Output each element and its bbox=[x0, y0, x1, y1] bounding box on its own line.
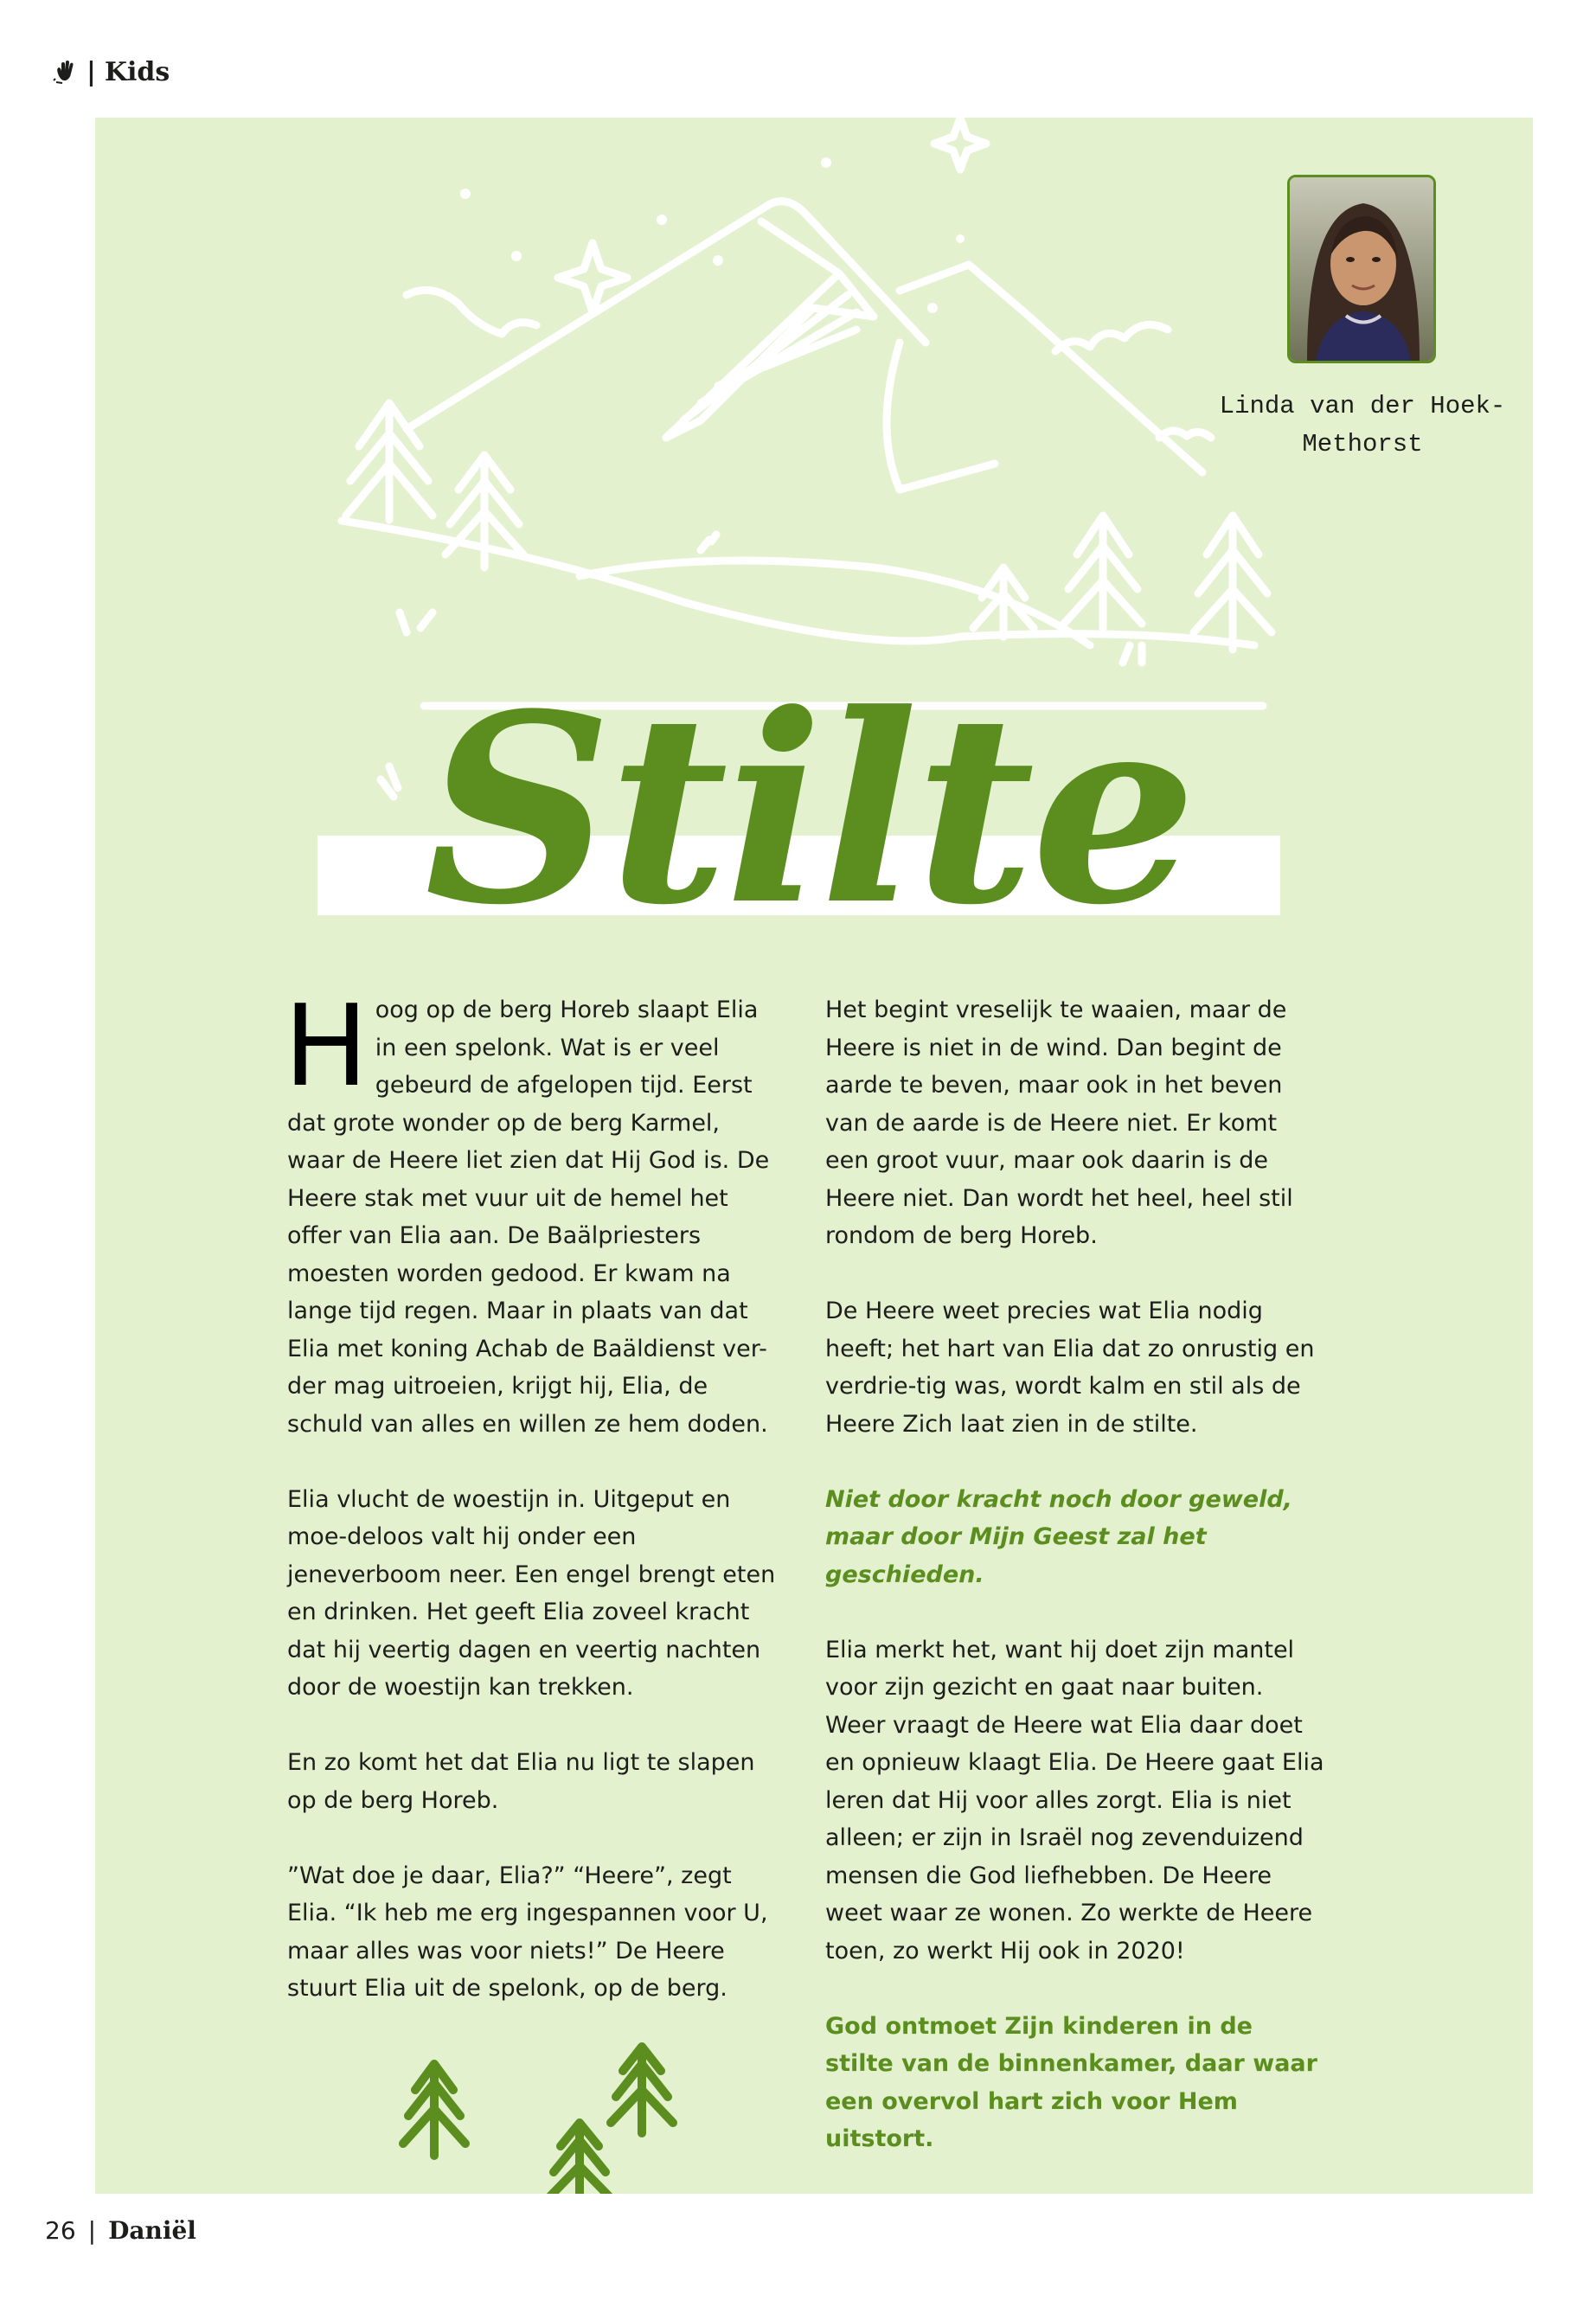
article-title: Stilte bbox=[424, 657, 1194, 962]
page-number: 26 bbox=[45, 2216, 76, 2245]
footer-divider: | bbox=[87, 2216, 97, 2245]
hand-icon bbox=[52, 60, 78, 86]
section-name: Kids bbox=[104, 57, 170, 87]
paragraph: De Heere weet precies wat Elia nodig heeft; het hart van Elia dat zo onrustig en verdrie-tig was, wordt kalm en stil als de Heere Zich laat zien in de stilte. bbox=[825, 1298, 1315, 1438]
section-label bbox=[52, 57, 170, 87]
tree-decoration bbox=[95, 118, 1533, 2194]
paragraph: Het begint vreselijk te waaien, maar de Heere is niet in de wind. Dan begint de aarde te beven, maar ook in het beven van de aarde is de Heere niet. Er komt een groot vuur, maar ook daarin is de Heere niet. Dan wordt het heel, heel stil rondom de berg Horeb. bbox=[825, 997, 1293, 1249]
author-name-line2: Methorst bbox=[1302, 430, 1423, 458]
page-footer bbox=[45, 2216, 196, 2245]
drop-cap: H bbox=[284, 980, 369, 1112]
author-name-line1: Linda van der Hoek- bbox=[1219, 392, 1506, 420]
article-panel bbox=[95, 118, 1533, 2194]
section-divider: | bbox=[87, 57, 96, 87]
magazine-name: Daniël bbox=[108, 2216, 196, 2245]
paragraph: Elia vlucht de woestijn in. Uitgeput en moe-deloos valt hij onder een jeneverboom neer. Een engel brengt eten en drinken. Het geeft Elia zoveel kracht dat hij veertig dagen en veertig nachten door de woestijn kan trekken. bbox=[287, 1485, 776, 1701]
closing-statement: God ontmoet Zijn kinderen in de stilte van de binnenkamer, daar waar een overvol hart zich voor Hem uitstort. bbox=[825, 2012, 1317, 2152]
paragraph: Elia merkt het, want hij doet zijn mantel voor zijn gezicht en gaat naar buiten. Weer vraagt de Heere wat Elia daar doet en opnieuw klaagt Elia. De Heere gaat Elia leren dat Hij voor alles zorgt. Elia is niet alleen; er zijn in Israël nog zevenduizend mensen die God liefhebben. De Heere weet waar ze wonen. Zo werkte de Heere toen, zo werkt Hij ook in 2020! bbox=[825, 1636, 1324, 1965]
paragraph: En zo komt het dat Elia nu ligt te slapen op de berg Horeb. bbox=[287, 1749, 755, 1814]
bible-quote: Niet door kracht noch door geweld, maar door Mijn Geest zal het geschieden. bbox=[825, 1485, 1292, 1588]
paragraph-intro-text: oog op de berg Horeb slaapt Elia in een spelonk. Wat is er veel gebeurd de afgelopen tijd. Eerst dat grote wonder op de berg Karmel, waar de Heere liet zien dat Hij God is. De Heere stak met vuur uit de hemel het offer van Elia aan. De Baälpriesters moesten worden gedood. Er kwam na lange tijd regen. Maar in plaats van dat Elia met koning Achab de Baäldienst ver-der mag uitroeien, krijgt hij, Elia, de schuld van alles en willen ze hem doden. bbox=[287, 997, 770, 1438]
paragraph: ”Wat doe je daar, Elia?” “Heere”, zegt Elia. “Ik heb me erg ingespannen voor U, maar alles was voor niets!” De Heere stuurt Elia uit de spelonk, op de berg. bbox=[287, 1862, 768, 2002]
